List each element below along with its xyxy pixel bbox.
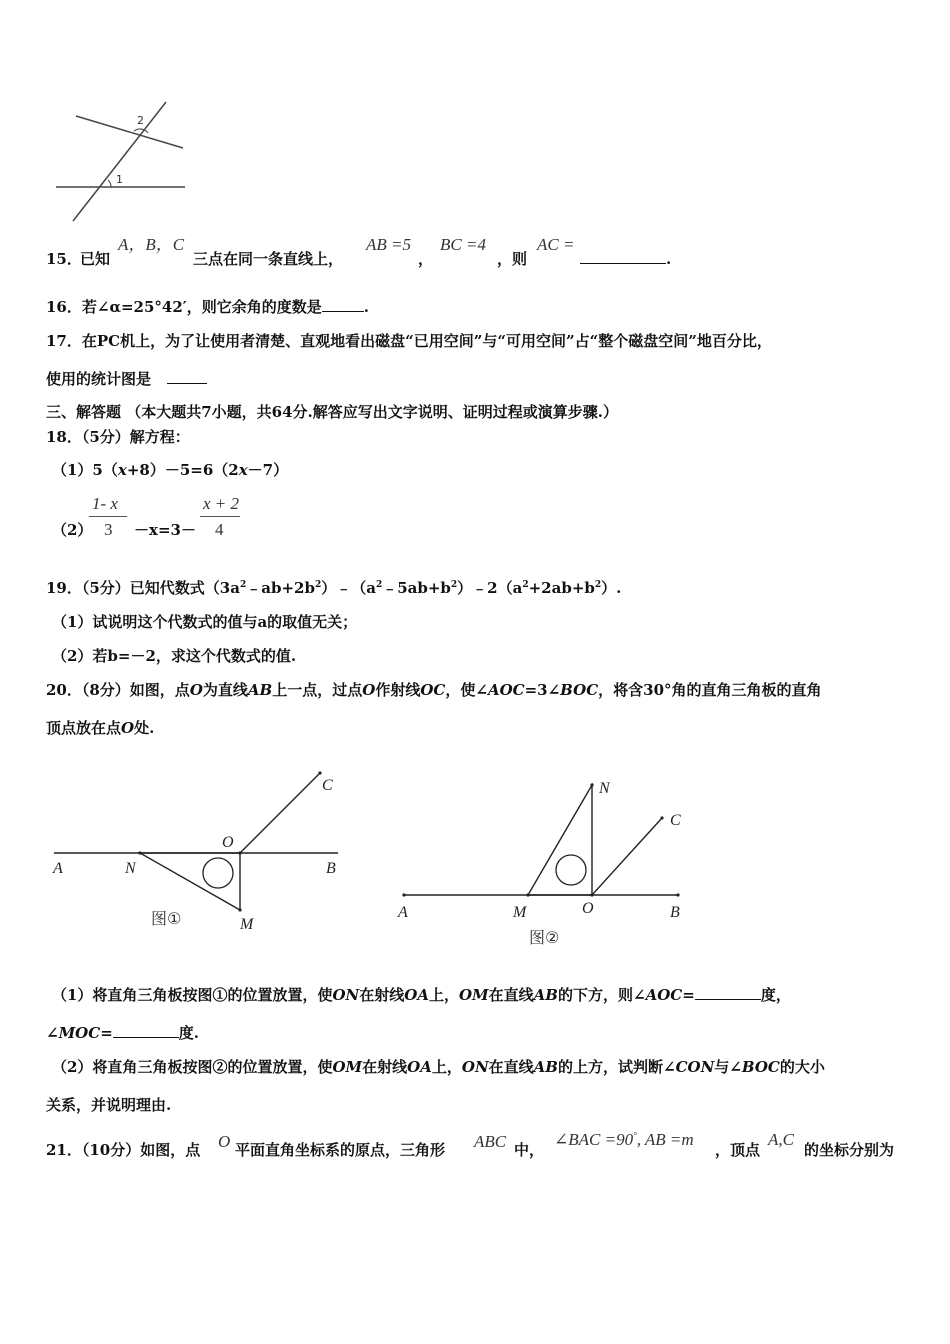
fraction-1-bar — [89, 516, 127, 517]
q21-condition: ∠BAC =90°, AB =m — [554, 1130, 694, 1149]
q19-part2: （2）若b=－2，求这个代数式的值. — [52, 647, 297, 665]
fig2-label-A: A — [398, 904, 408, 921]
fig1-label-M: M — [240, 916, 254, 933]
q20-line1: 20．（8分）如图，点O为直线AB上一点，过点O作射线OC，使∠AOC=3∠BOC，将含30°角的直角三角板的直角 — [46, 681, 822, 699]
q18-part1: （1）5（x+8）－5=6（2x－7） — [52, 461, 289, 479]
q20-part2: （2）将直角三角板按图②的位置放置，使OM在射线OA上，ON在直线AB的上方，试判断∠CON与∠BOC的大小 — [52, 1058, 825, 1076]
fig2-label-C: C — [670, 812, 681, 829]
q15-comma: ， — [418, 250, 434, 268]
q20-part1: （1）将直角三角板按图①的位置放置，使ON在射线OA上，OM在直线AB的下方，则∠AOC= 度， — [52, 986, 791, 1004]
section-3-title: 三、解答题 （本大题共7小题，共64分.解答应写出文字说明、证明过程或演算步骤.） — [46, 403, 618, 421]
fig1-label-N: N — [125, 860, 136, 877]
fraction-1-denominator: 3 — [104, 520, 113, 539]
q19-part1: （1）试说明这个代数式的值与a的取值无关； — [52, 613, 358, 631]
fig2-caption: 图② — [529, 928, 560, 947]
q16-text: 16．若∠α=25°42′，则它余角的度数是 — [46, 298, 322, 316]
q18-head: 18．（5分）解方程： — [46, 428, 190, 446]
fraction-2-numerator: x + 2 — [203, 494, 240, 513]
q17-line2: 使用的统计图是 — [46, 369, 207, 389]
q15-bc: BC =4 — [440, 235, 486, 254]
q15-number: 15． — [46, 250, 82, 268]
q16-answer-blank — [322, 297, 364, 312]
fig2-label-M: M — [513, 904, 527, 921]
fig1-label-O: O — [222, 834, 234, 851]
q21-text-a: 21．（10分）如图，点 — [46, 1141, 201, 1159]
q19-head: 19．（5分）已知代数式$(3a^2﹣ab+2b^2)﹣(a^2﹣5ab+b^2)﹣2(a^2+2ab+b^2)$. — [46, 579, 622, 597]
fig2-label-B: B — [670, 904, 680, 921]
q17-line1: 17．在PC机上，为了让使用者清楚、直观地看出磁盘“已用空间”与“可用空间”占“整个磁盘空间”地百分比， — [46, 332, 772, 350]
q15-answer-blank: . — [580, 249, 671, 269]
q20-part1-cont: ∠MOC= 度. — [46, 1024, 199, 1042]
fraction-1-numerator: 1- x — [92, 494, 118, 513]
fraction-2-bar — [200, 516, 240, 517]
fig2-label-N: N — [599, 780, 610, 797]
angle-label-1: 1 — [116, 173, 123, 186]
fig1-label-A: A — [53, 860, 63, 877]
q21-text-c: 中， — [514, 1141, 545, 1159]
q18-part2-mid: －x=3－ — [134, 521, 196, 539]
q15-ab: AB =5 — [366, 235, 411, 254]
q15-mid: 三点在同一条直线上， — [193, 250, 344, 268]
q20-answer-blank-1 — [695, 985, 761, 1000]
q21-text-e: 的坐标分别为 — [804, 1141, 895, 1159]
q21-text-d: ，顶点 — [715, 1141, 761, 1159]
question-16: 16．若∠α=25°42′，则它余角的度数是 . — [46, 298, 369, 316]
q21-ABC: ABC — [474, 1132, 507, 1151]
q20-line2: 顶点放在点O处. — [46, 719, 155, 737]
fraction-2-denominator: 4 — [215, 520, 224, 539]
q21-text-b: 平面直角坐标系的原点，三角形 — [235, 1141, 446, 1159]
q21-AC: A,C — [768, 1130, 794, 1149]
q17-answer-blank — [167, 369, 207, 384]
figure-angles — [0, 0, 950, 240]
fig2-label-O: O — [582, 900, 594, 917]
fig1-label-B: B — [326, 860, 336, 877]
q15-points: A，B，C — [118, 235, 185, 254]
q20-part2-cont: 关系，并说明理由. — [46, 1096, 172, 1114]
q20-answer-blank-2 — [113, 1023, 179, 1038]
fig1-label-C: C — [322, 777, 333, 794]
fig1-caption: 图① — [151, 909, 182, 928]
q15-pre: 已知 — [80, 250, 111, 268]
q21-O: O — [218, 1132, 231, 1151]
q15-ac: AC = — [537, 235, 575, 254]
q18-part2-label: （2） — [52, 521, 93, 539]
q15-then: ，则 — [497, 250, 528, 268]
figure-2 — [0, 760, 950, 960]
angle-label-2: 2 — [137, 114, 144, 127]
